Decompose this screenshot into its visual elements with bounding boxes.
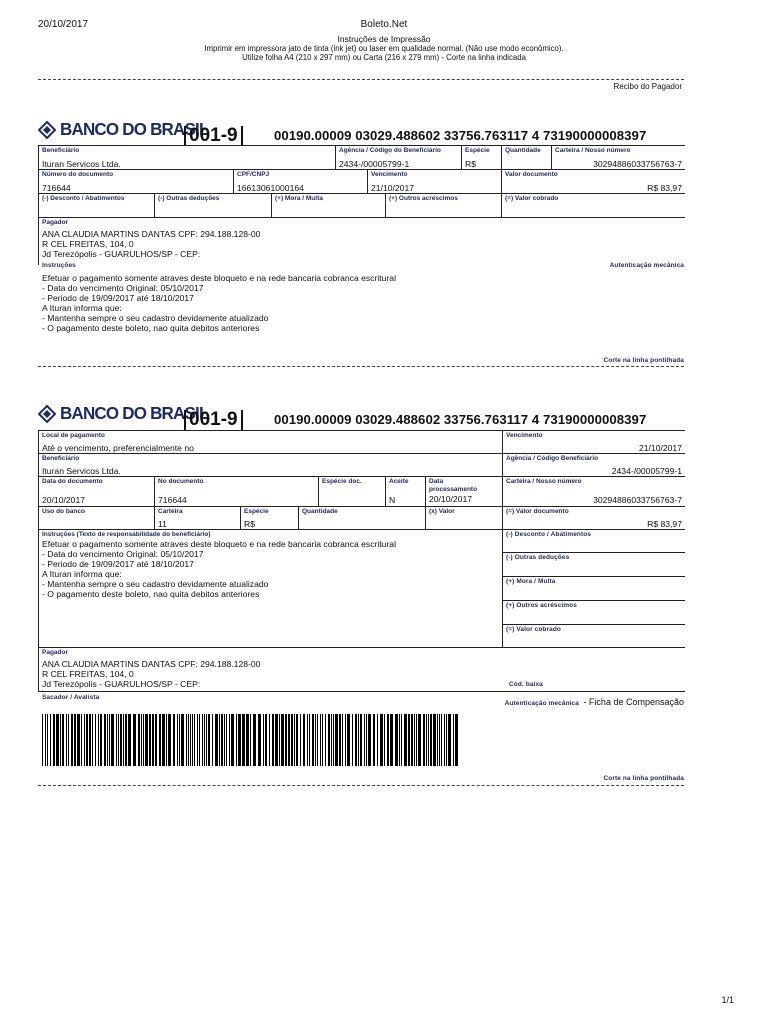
slip-discount-cell <box>503 530 685 553</box>
barcode-bar <box>188 714 189 766</box>
label: Uso do banco <box>42 508 85 515</box>
receipt-beneficiary-cell <box>39 146 336 169</box>
label: (-) Outras deduções <box>506 554 570 561</box>
label: Espécie <box>465 147 490 154</box>
label: Agência / Código Beneficiário <box>506 455 599 462</box>
barcode-bar <box>159 714 161 766</box>
slip-ournumber-cell <box>503 477 685 506</box>
payer-line: ANA CLAUDIA MARTINS DANTAS CPF: 294.188.128-00 <box>42 659 261 669</box>
barcode-bar <box>118 714 119 766</box>
barcode-bar <box>307 714 308 766</box>
slip-local-cell <box>39 431 503 453</box>
barcode-bar <box>258 714 261 766</box>
barcode-bar <box>199 714 200 766</box>
barcode-bar <box>303 714 305 766</box>
payer-line: Jd Terezópolis - GUARULHOS/SP - CEP: <box>42 249 201 259</box>
slip-doc-date: 20/10/2017 <box>42 495 86 505</box>
barcode-bar <box>186 714 187 766</box>
print-instructions-line2: Utilize folha A4 (210 x 297 mm) ou Carta (216 x 279 mm) - Corte na linha indicada <box>242 53 526 62</box>
label: CPF/CNPJ <box>237 171 270 178</box>
barcode-bar <box>279 714 280 766</box>
receipt-agency-cell <box>336 146 462 169</box>
slip-our-number: 30294886033756763-7 <box>593 495 682 505</box>
barcode-bar <box>53 714 55 766</box>
label: (+) Mora / Multa <box>506 578 556 585</box>
barcode-bar <box>149 714 151 766</box>
receipt-our-number: 30294886033756763-7 <box>593 159 682 169</box>
barcode-bar <box>355 714 357 766</box>
barcode-bar <box>81 714 82 766</box>
barcode-bar <box>116 714 117 766</box>
barcode-bar <box>325 714 326 766</box>
barcode-bar <box>453 714 454 766</box>
barcode-bar <box>221 714 223 766</box>
barcode-bar <box>246 714 249 766</box>
barcode-bar <box>428 714 429 766</box>
barcode-bar <box>71 714 73 766</box>
label: Pagador <box>42 219 69 226</box>
payer-line: R CEL FREITAS, 104, 0 <box>42 669 134 679</box>
slip-value: R$ 83,97 <box>647 519 682 529</box>
barcode-bar <box>455 714 458 766</box>
label: (+) Mora / Multa <box>275 195 323 202</box>
slip-cod-baixa: Cód. baixa <box>509 681 543 688</box>
barcode-bar <box>345 714 346 766</box>
label: (=) Valor cobrado <box>505 195 559 202</box>
barcode-bar <box>111 714 114 766</box>
barcode-bar <box>439 714 440 766</box>
barcode-bar <box>152 714 154 766</box>
slip-instructions-cell <box>39 530 503 647</box>
barcode-bar <box>77 714 80 766</box>
barcode-bar <box>98 714 99 766</box>
bank-logo-icon <box>38 121 56 139</box>
bank-code: 001-9 <box>184 410 243 430</box>
slip-doc-number: 716644 <box>158 495 187 505</box>
receipt-charged-cell <box>502 194 685 217</box>
barcode-bar <box>179 714 180 766</box>
bank-name: BANCO DO BRASIL <box>60 119 209 140</box>
barcode-bar <box>300 714 301 766</box>
label: (-) Desconto / Abatimentos <box>42 195 125 202</box>
barcode-bar <box>309 714 310 766</box>
receipt-qty-cell <box>502 146 552 169</box>
receipt-doc-number: 716644 <box>42 183 71 193</box>
barcode-bar <box>384 714 385 766</box>
slip-instructions <box>42 539 499 599</box>
slip-local: Até o vencimento, preferencialmente no <box>42 443 194 453</box>
instruction-line: - Data do vencimento Original: 05/10/2017 <box>42 549 204 559</box>
receipt-value-cell <box>502 170 685 193</box>
barcode-bar <box>250 714 251 766</box>
barcode-bar <box>291 714 293 766</box>
barcode-bar <box>411 714 413 766</box>
barcode-bar <box>143 714 144 766</box>
barcode-bar <box>418 714 421 766</box>
label: Carteira / Nosso número <box>506 478 582 485</box>
barcode-bar <box>358 714 359 766</box>
barcode-bar <box>74 714 76 766</box>
slip-docnum-cell <box>155 477 319 506</box>
slip-procdate-cell <box>426 477 503 506</box>
barcode-bar <box>155 714 157 766</box>
slip-payer-cell <box>39 648 685 691</box>
barcode-bar <box>128 714 131 766</box>
slip-wallet-cell <box>155 507 241 529</box>
print-instructions-title: Instruções de Impressão <box>337 34 431 44</box>
barcode-bar <box>380 714 383 766</box>
slip-proc-date: 20/10/2017 <box>429 494 473 504</box>
barcode-bar <box>45 714 46 766</box>
barcode-bar <box>206 714 207 766</box>
barcode-bar <box>253 714 256 766</box>
barcode-bar <box>269 714 270 766</box>
barcode-bar <box>426 714 427 766</box>
label: Espécie doc. <box>322 478 362 485</box>
barcode-bar <box>433 714 436 766</box>
label: (+) Outros acréscimos <box>506 602 577 609</box>
label: Data do documento <box>42 478 103 485</box>
digitable-line: 00190.00009 03029.488602 33756.763117 4 73190000008397 <box>274 128 647 143</box>
barcode-bar <box>444 714 445 766</box>
slip-beneficiary: Ituran Servicos Ltda. <box>42 466 121 476</box>
barcode-bar <box>89 714 91 766</box>
label: Local de pagamento <box>42 432 105 439</box>
receipt-due-date: 21/10/2017 <box>371 183 415 193</box>
slip-docdate-cell <box>39 477 155 506</box>
receipt-fine-cell <box>272 194 386 217</box>
instruction-line: - O pagamento deste boleto, nao quita debitos anteriores <box>42 589 260 599</box>
label: Instruções (Texto de responsabilidade do beneficiário) <box>42 531 211 538</box>
barcode-bar <box>236 714 237 766</box>
slip-guarantor-label: Sacador / Avalista <box>42 694 100 701</box>
slip-accept-cell <box>386 477 426 506</box>
barcode-bar <box>133 714 136 766</box>
bank-code: 001-9 <box>184 126 243 146</box>
label: (x) Valor <box>429 508 455 515</box>
slip-deductions-cell <box>503 553 685 577</box>
label: Quantidade <box>505 147 541 154</box>
bank-logo <box>38 120 209 140</box>
barcode-bar <box>430 714 432 766</box>
receipt-cpf-cell <box>234 170 368 193</box>
barcode-bar <box>177 714 178 766</box>
receipt-additions-cell <box>386 194 502 217</box>
slip-side-column <box>503 530 685 648</box>
barcode-bar <box>109 714 110 766</box>
instruction-line: - O pagamento deste boleto, nao quita debitos anteriores <box>42 323 260 333</box>
instruction-line: - Data do vencimento Original: 05/10/2017 <box>42 283 204 293</box>
instruction-line: - Periodo de 19/09/2017 até 18/10/2017 <box>42 559 194 569</box>
cut-label-1: Corte na linha pontilhada <box>603 357 684 364</box>
barcode-bar <box>192 714 193 766</box>
slip-beneficiary-cell <box>39 454 503 476</box>
barcode-bar <box>448 714 451 766</box>
barcode-bar <box>414 714 415 766</box>
barcode-bar <box>120 714 122 766</box>
receipt-agency: 2434-/00005799-1 <box>339 159 410 169</box>
receipt-cpf: 16613061000164 <box>237 183 304 193</box>
barcode-bar <box>399 714 400 766</box>
barcode-bar <box>125 714 127 766</box>
slip-species-cell <box>241 507 299 529</box>
barcode-bar <box>238 714 241 766</box>
barcode-bar <box>416 714 417 766</box>
digitable-line: 00190.00009 03029.488602 33756.763117 4 73190000008397 <box>274 412 647 427</box>
instruction-line: A Ituran informa que: <box>42 569 122 579</box>
bank-logo-2 <box>38 404 209 424</box>
barcode-bar <box>441 714 442 766</box>
barcode-bar <box>315 714 316 766</box>
label: Data processamento <box>429 478 478 493</box>
bank-name: BANCO DO BRASIL <box>60 403 209 424</box>
label: Beneficiário <box>42 147 80 154</box>
receipt-ournumber-cell <box>552 146 685 169</box>
barcode-bar <box>92 714 93 766</box>
barcode-bar <box>212 714 213 766</box>
barcode-bar <box>294 714 295 766</box>
barcode-bar <box>437 714 438 766</box>
barcode-bar <box>272 714 274 766</box>
instruction-line: A Ituran informa que: <box>42 303 122 313</box>
barcode-bar <box>377 714 378 766</box>
receipt-payer <box>42 229 682 259</box>
slip-grid <box>38 430 685 692</box>
barcode-bar <box>168 714 171 766</box>
barcode-bar <box>335 714 338 766</box>
slip-fine-cell <box>503 577 685 601</box>
barcode-bar <box>320 714 321 766</box>
slip-payer <box>42 659 682 689</box>
payer-line: ANA CLAUDIA MARTINS DANTAS CPF: 294.188.128-00 <box>42 229 261 239</box>
label: Vencimento <box>371 171 408 178</box>
barcode-bar <box>281 714 284 766</box>
barcode-bar <box>404 714 407 766</box>
barcode-bar <box>47 714 48 766</box>
bank-logo-icon <box>38 405 56 423</box>
barcode-bar <box>100 714 102 766</box>
barcode-bar <box>60 714 61 766</box>
barcode-bar <box>263 714 264 766</box>
label: Carteira / Nosso número <box>555 147 631 154</box>
barcode-bar <box>204 714 205 766</box>
barcode-bar <box>56 714 59 766</box>
barcode-bar <box>347 714 350 766</box>
barcode-bar <box>190 714 191 766</box>
barcode-bar <box>265 714 267 766</box>
barcode-bar <box>224 714 225 766</box>
label: Pagador <box>42 649 69 656</box>
barcode-bar <box>145 714 148 766</box>
barcode-bar <box>219 714 220 766</box>
cut-line-bottom <box>38 785 684 786</box>
receipt-value: R$ 83,97 <box>647 183 682 193</box>
barcode-bar <box>166 714 167 766</box>
slip-species: R$ <box>244 519 255 529</box>
barcode-bar <box>95 714 96 766</box>
cut-label-2: Corte na linha pontilhada <box>603 775 684 782</box>
label: (-) Outras deduções <box>158 195 220 202</box>
receipt-species: R$ <box>465 159 476 169</box>
barcode-bar <box>84 714 85 766</box>
label: (-) Desconto / Abatimentos <box>506 531 592 538</box>
slip-xvalue-cell <box>426 507 503 529</box>
barcode-bar <box>423 714 425 766</box>
receipt-beneficiary: Ituran Servicos Ltda. <box>42 159 121 169</box>
instruction-line: - Mantenha sempre o seu cadastro devidamente atualizado <box>42 313 269 323</box>
payer-line: Jd Terezópolis - GUARULHOS/SP - CEP: <box>42 679 201 689</box>
receipt-species-cell <box>462 146 502 169</box>
slip-compensation-label: - Ficha de Compensação <box>583 697 684 707</box>
receipt-due-cell <box>368 170 502 193</box>
label: (+) Outros acréscimos <box>389 195 458 202</box>
slip-doctype-cell <box>319 477 386 506</box>
barcode-bar <box>107 714 108 766</box>
barcode-bar <box>312 714 314 766</box>
barcode-bar <box>288 714 290 766</box>
label: Valor documento <box>505 171 558 178</box>
barcode-bar <box>68 714 69 766</box>
print-date: 20/10/2017 <box>38 19 89 30</box>
barcode-bar <box>322 714 323 766</box>
site-name: Boleto.Net <box>360 19 408 30</box>
barcode-bar <box>387 714 389 766</box>
receipt-discount-cell <box>39 194 155 217</box>
barcode-bar <box>197 714 198 766</box>
barcode-bar <box>231 714 234 766</box>
barcode-bar <box>339 714 341 766</box>
barcode-bar <box>86 714 88 766</box>
barcode-bar <box>141 714 142 766</box>
barcode <box>42 714 458 766</box>
barcode-bar <box>123 714 124 766</box>
barcode-bar <box>215 714 218 766</box>
label: Agência / Código do Beneficiário <box>339 147 441 154</box>
slip-bankuse-cell <box>39 507 155 529</box>
barcode-bar <box>226 714 227 766</box>
barcode-bar <box>229 714 230 766</box>
payer-line: R CEL FREITAS, 104, 0 <box>42 239 134 249</box>
barcode-bar <box>138 714 140 766</box>
barcode-bar <box>390 714 393 766</box>
slip-qty-cell <box>299 507 426 529</box>
label: Quantidade <box>302 508 338 515</box>
slip-auth-area <box>505 692 684 710</box>
barcode-bar <box>373 714 375 766</box>
barcode-bar <box>328 714 330 766</box>
page-number: 1/1 <box>721 995 734 1005</box>
barcode-bar <box>194 714 195 766</box>
slip-wallet: 11 <box>158 519 167 529</box>
slip-value-cell <box>503 507 685 529</box>
instruction-line: - Mantenha sempre o seu cadastro devidamente atualizado <box>42 579 269 589</box>
receipt-docnum-cell <box>39 170 234 193</box>
slip-due-cell <box>503 431 685 453</box>
label: No documento <box>158 478 204 485</box>
slip-agency: 2434-/00005799-1 <box>611 466 682 476</box>
barcode-bar <box>50 714 51 766</box>
barcode-bar <box>173 714 175 766</box>
slip-additions-cell <box>503 601 685 625</box>
label: Aceite <box>389 478 409 485</box>
barcode-bar <box>285 714 287 766</box>
barcode-bar <box>242 714 245 766</box>
barcode-bar <box>401 714 402 766</box>
print-instructions-line1: Imprimir em impressora jato de tinta (ink jet) ou laser em qualidade normal. (Não use modo econômico). <box>204 44 564 53</box>
slip-accept: N <box>389 495 396 505</box>
label: (=) Valor cobrado <box>506 626 561 633</box>
barcode-bar <box>162 714 165 766</box>
barcode-bar <box>333 714 334 766</box>
receipt-auth-label: Autenticação mecânica <box>609 262 684 269</box>
barcode-bar <box>364 714 365 766</box>
instruction-line: Efetuar o pagamento somente atraves deste bloqueto e na rede bancaria cobranca escritural <box>42 273 396 283</box>
label: Espécie <box>244 508 269 515</box>
barcode-bar <box>446 714 447 766</box>
barcode-bar <box>42 714 43 766</box>
barcode-bar <box>395 714 398 766</box>
label: Vencimento <box>506 432 543 439</box>
barcode-bar <box>181 714 184 766</box>
slip-agency-cell <box>503 454 685 476</box>
label: (=) Valor documento <box>506 508 569 515</box>
slip-due-date: 21/10/2017 <box>638 443 682 453</box>
barcode-bar <box>342 714 343 766</box>
receipt-grid <box>38 145 685 265</box>
receipt-instructions <box>42 273 396 333</box>
barcode-bar <box>368 714 371 766</box>
barcode-bar <box>202 714 203 766</box>
barcode-bar <box>208 714 210 766</box>
barcode-bar <box>104 714 106 766</box>
barcode-bar <box>360 714 362 766</box>
label: Carteira <box>158 508 183 515</box>
receipt-instructions-label: Instruções <box>42 262 76 269</box>
receipt-payer-cell <box>39 218 685 265</box>
barcode-bar <box>331 714 332 766</box>
instruction-line: Efetuar o pagamento somente atraves deste bloqueto e na rede bancaria cobranca escritural <box>42 539 396 549</box>
barcode-bar <box>62 714 64 766</box>
barcode-bar <box>352 714 353 766</box>
barcode-bar <box>66 714 67 766</box>
receipt-deductions-cell <box>155 194 272 217</box>
slip-charged-cell <box>503 625 685 648</box>
label: Beneficiário <box>42 455 80 462</box>
barcode-bar <box>317 714 318 766</box>
slip-auth-label: Autenticação mecânica <box>504 700 579 707</box>
barcode-bar <box>408 714 410 766</box>
label: Número do documento <box>42 171 114 178</box>
barcode-bar <box>296 714 298 766</box>
cut-line-top <box>38 79 684 80</box>
instruction-line: - Periodo de 19/09/2017 até 18/10/2017 <box>42 293 194 303</box>
receipt-title: Recibo do Pagador <box>613 82 682 91</box>
barcode-bar <box>366 714 367 766</box>
cut-line-middle <box>38 366 684 367</box>
barcode-bar <box>275 714 278 766</box>
